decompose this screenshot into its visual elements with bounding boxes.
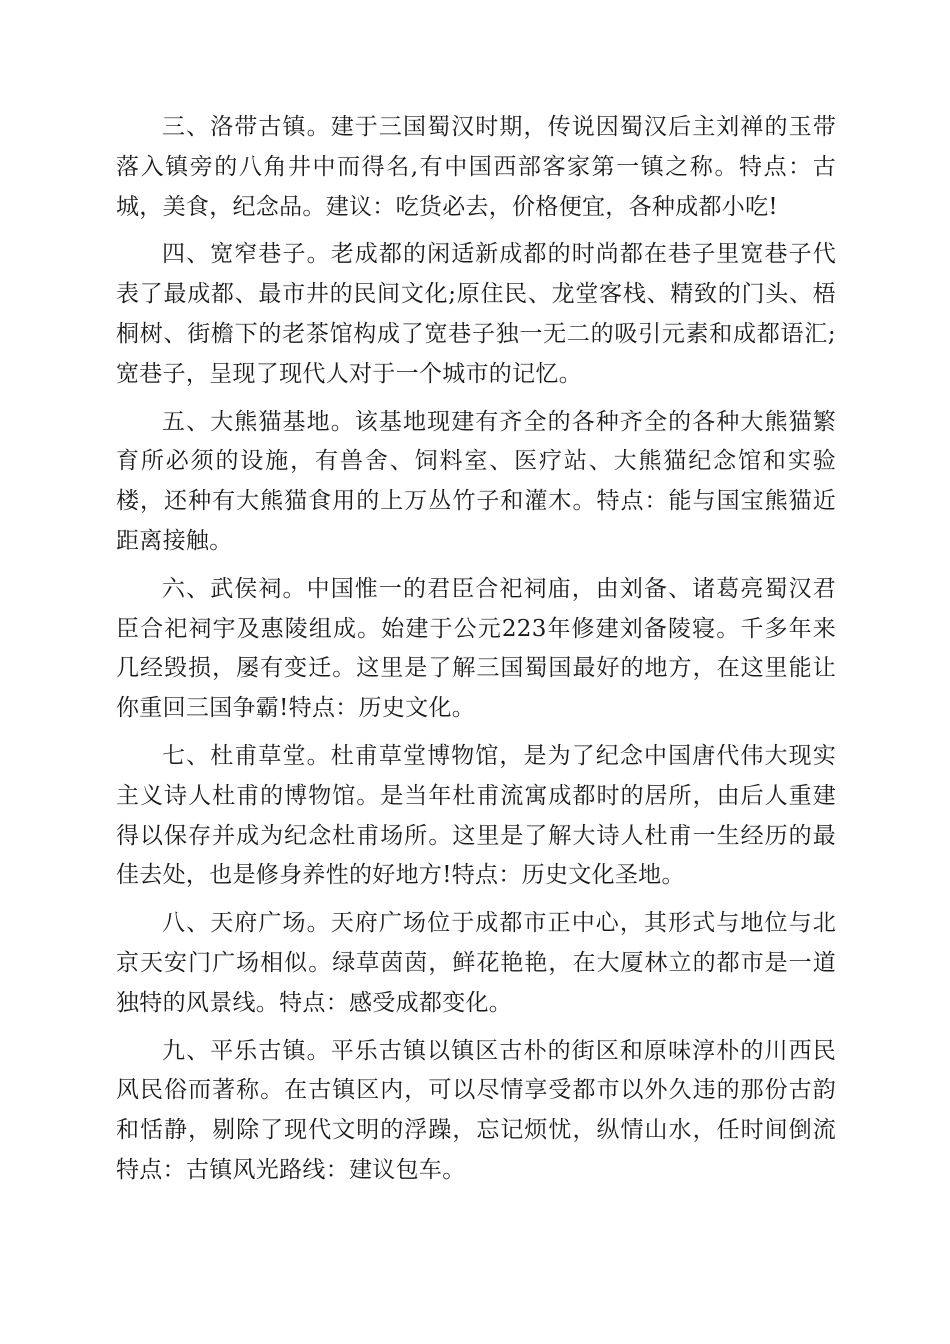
paragraph-kuanzhai-alley: 四、宽窄巷子。老成都的闲适新成都的时尚都在巷子里宽巷子代表了最成都、最市井的民间文化;原住民、龙堂客栈、精致的门头、梧桐树、街檐下的老茶馆构成了宽巷子独一无二的吸引元素和成都语汇;宽巷子，呈现了现代人对于一个城市的记忆。 [116,241,836,387]
paragraph-tianfu-square: 八、天府广场。天府广场位于成都市正中心，其形式与地位与北京天安门广场相似。绿草茵茵，鲜花艳艳，在大厦林立的都市是一道独特的风景线。特点：感受成都变化。 [116,910,836,1016]
paragraph-giant-panda-base: 五、大熊猫基地。该基地现建有齐全的各种齐全的各种大熊猫繁育所必须的设施，有兽舍、饲料室、医疗站、大熊猫纪念馆和实验楼，还种有大熊猫食用的上万丛竹子和灌木。特点：能与国宝熊猫近距离接触。 [116,408,836,554]
document-body [116,108,836,1199]
paragraph-dufu-thatched-cottage: 七、杜甫草堂。杜甫草堂博物馆，是为了纪念中国唐代伟大现实主义诗人杜甫的博物馆。是当年杜甫流寓成都时的居所，由后人重建得以保存并成为纪念杜甫场所。这里是了解大诗人杜甫一生经历的最佳去处，也是修身养性的好地方!特点：历史文化圣地。 [116,742,836,889]
paragraph-pingle-ancient-town: 九、平乐古镇。平乐古镇以镇区古朴的街区和原味淳朴的川西民风民俗而著称。在古镇区内，可以尽情享受都市以外久违的那份古韵和恬静，剔除了现代文明的浮躁，忘记烦忧，纵情山水，任时间倒流特点：古镇风光路线：建议包车。 [116,1037,836,1183]
paragraph-luodai-ancient-town: 三、洛带古镇。建于三国蜀汉时期，传说因蜀汉后主刘禅的玉带落入镇旁的八角井中而得名,有中国西部客家第一镇之称。特点：古城，美食，纪念品。建议：吃货必去，价格便宜，各种成都小吃! [116,114,836,220]
paragraph-wuhou-shrine: 六、武侯祠。中国惟一的君臣合祀祠庙，由刘备、诸葛亮蜀汉君臣合祀祠宇及惠陵组成。始建于公元223年修建刘备陵寝。千多年来几经毁损，屡有变迁。这里是了解三国蜀国最好的地方，在这里能让你重回三国争霸!特点：历史文化。 [116,575,836,722]
